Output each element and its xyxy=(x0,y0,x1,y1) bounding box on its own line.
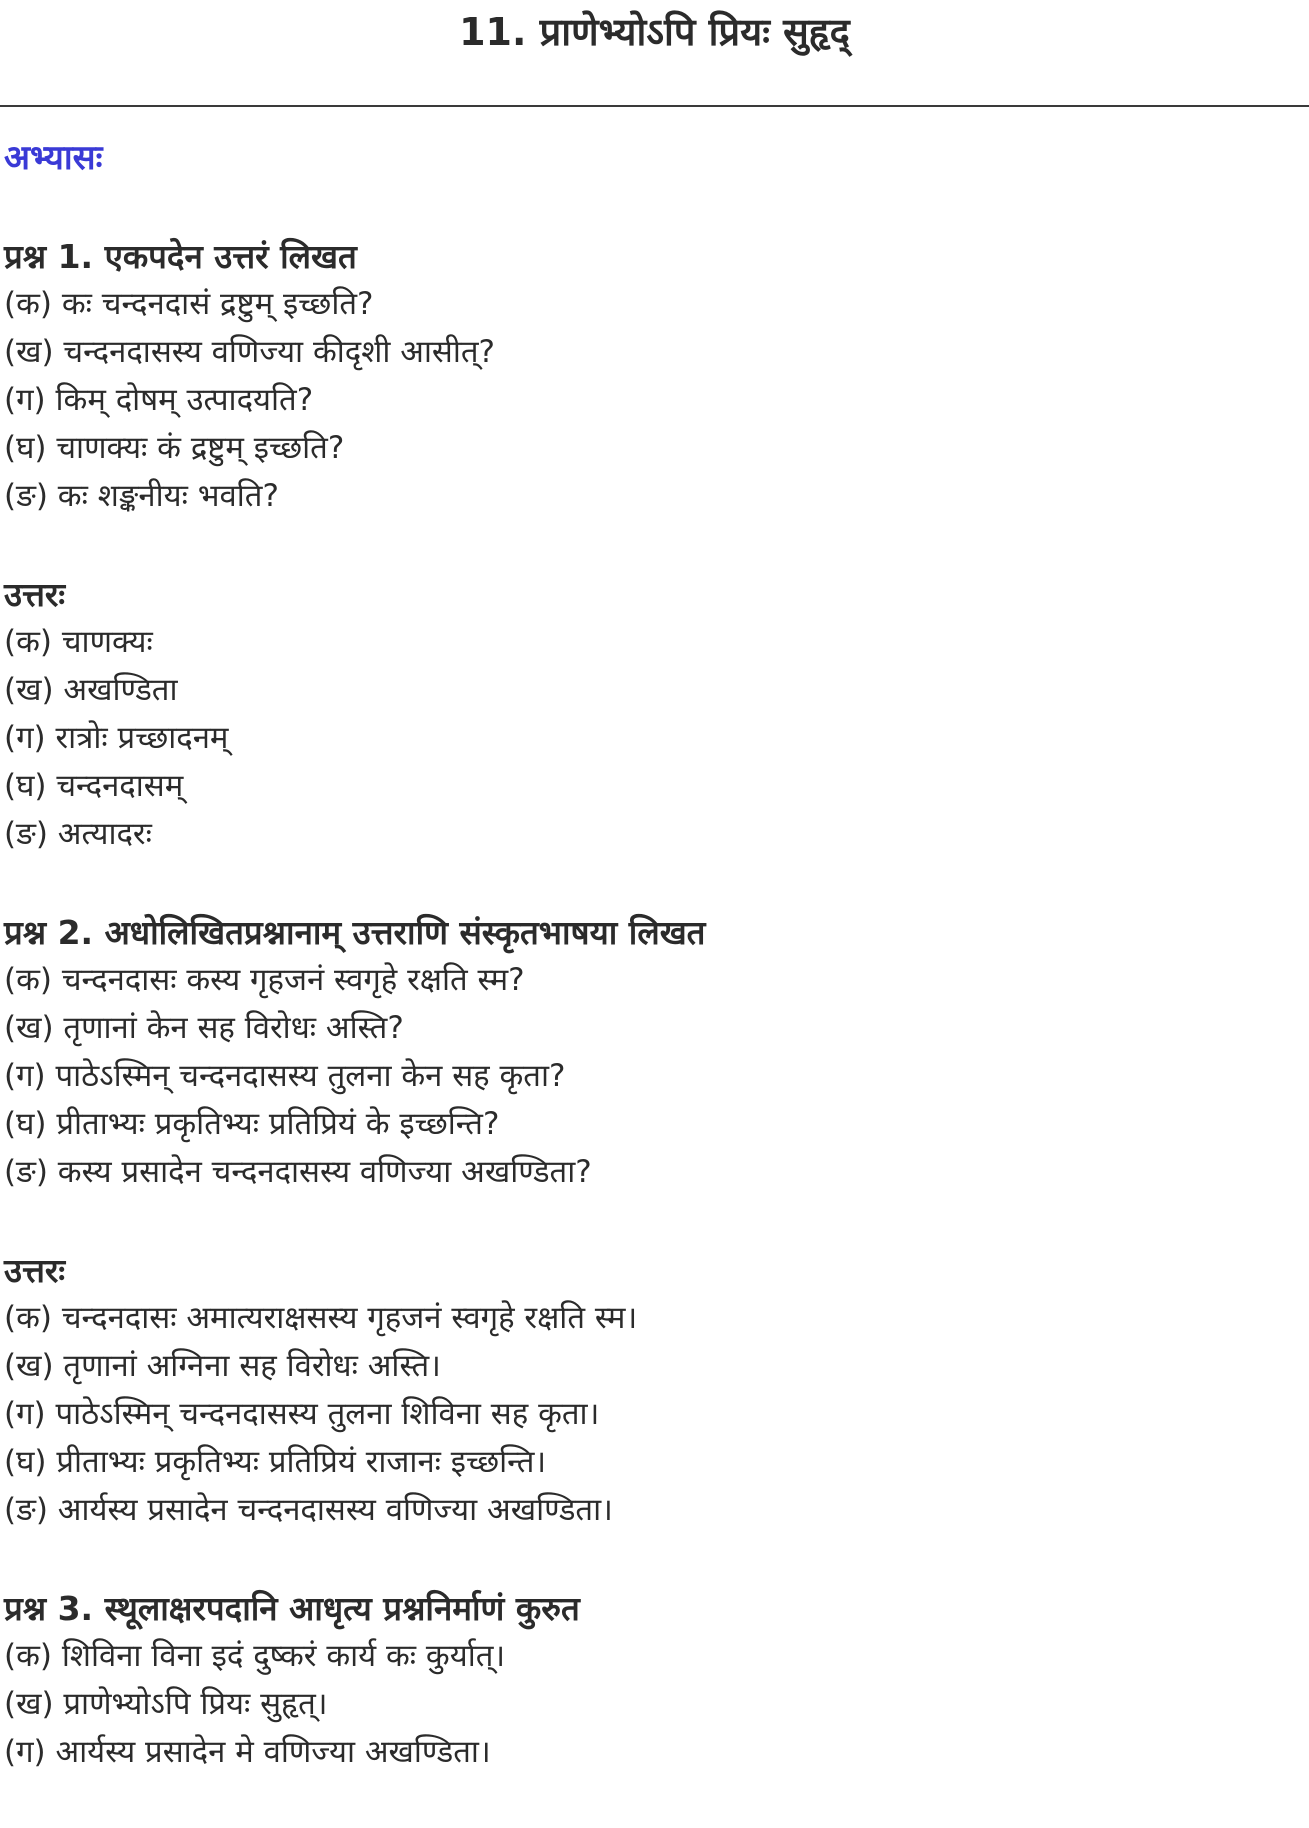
answer-item: (ग) पाठेऽस्मिन् चन्दनदासस्य तुलना शिविना सह कृता। xyxy=(4,1396,600,1432)
answer-item: (क) चाणक्यः xyxy=(4,624,153,660)
page-title: 11. प्राणेभ्योऽपि प्रियः सुहृद् xyxy=(459,10,850,54)
answer-item: (क) चन्दनदासः अमात्यराक्षसस्य गृहजनं स्वगृहे रक्षति स्म। xyxy=(4,1300,638,1336)
answer-item: (घ) चन्दनदासम् xyxy=(4,768,184,804)
answer-item: (ङ) आर्यस्य प्रसादेन चन्दनदासस्य वणिज्या अखण्डिता। xyxy=(4,1492,613,1528)
question-item: (क) कः चन्दनदासं द्रष्टुम् इच्छति? xyxy=(4,286,374,322)
question-item: (ङ) कः शङ्कनीयः भवति? xyxy=(4,478,279,514)
answer-item: (ग) रात्रोः प्रच्छादनम् xyxy=(4,720,229,756)
question-2-block xyxy=(4,910,1309,1196)
answer-item: (ङ) अत्यादरः xyxy=(4,816,152,852)
question-item: (ख) प्राणेभ्योऽपि प्रियः सुहृत्। xyxy=(4,1686,328,1722)
question-item: (ग) आर्यस्य प्रसादेन मे वणिज्या अखण्डिता। xyxy=(4,1734,491,1770)
answer-label: उत्तरः xyxy=(4,575,66,614)
question-item: (क) शिविना विना इदं दुष्करं कार्य कः कुर्यात्। xyxy=(4,1638,506,1674)
question-title: प्रश्न 3. स्थूलाक्षरपदानि आधृत्य प्रश्ननिर्माणं कुरुत xyxy=(4,1589,580,1628)
title-divider xyxy=(0,105,1309,107)
section-heading: अभ्यासः xyxy=(4,138,103,178)
question-item: (घ) चाणक्यः कं द्रष्टुम् इच्छति? xyxy=(4,430,345,466)
exercise-content xyxy=(4,134,1309,1828)
question-item: (ग) पाठेऽस्मिन् चन्दनदासस्य तुलना केन सह कृता? xyxy=(4,1058,566,1094)
answer-1-block xyxy=(4,572,1309,858)
question-item: (ख) तृणानां केन सह विरोधः अस्ति? xyxy=(4,1010,404,1046)
question-item: (ख) चन्दनदासस्य वणिज्या कीदृशी आसीत्? xyxy=(4,334,495,370)
question-1-block xyxy=(4,234,1309,520)
question-item: (घ) प्रीताभ्यः प्रकृतिभ्यः प्रतिप्रियं के इच्छन्ति? xyxy=(4,1106,500,1142)
answer-item: (घ) प्रीताभ्यः प्रकृतिभ्यः प्रतिप्रियं राजानः इच्छन्ति। xyxy=(4,1444,547,1480)
answer-item: (ख) अखण्डिता xyxy=(4,672,178,708)
answer-label: उत्तरः xyxy=(4,1251,66,1290)
question-item: (क) चन्दनदासः कस्य गृहजनं स्वगृहे रक्षति स्म? xyxy=(4,962,525,998)
question-3-block xyxy=(4,1586,1309,1776)
question-item: (ङ) कस्य प्रसादेन चन्दनदासस्य वणिज्या अखण्डिता? xyxy=(4,1154,592,1190)
question-item: (ग) किम् दोषम् उत्पादयति? xyxy=(4,382,314,418)
question-title: प्रश्न 1. एकपदेन उत्तरं लिखत xyxy=(4,237,357,276)
answer-2-block xyxy=(4,1248,1309,1534)
answer-item: (ख) तृणानां अग्निना सह विरोधः अस्ति। xyxy=(4,1348,441,1384)
question-title: प्रश्न 2. अधोलिखितप्रश्नानाम् उत्तराणि संस्कृतभाषया लिखत xyxy=(4,913,706,952)
